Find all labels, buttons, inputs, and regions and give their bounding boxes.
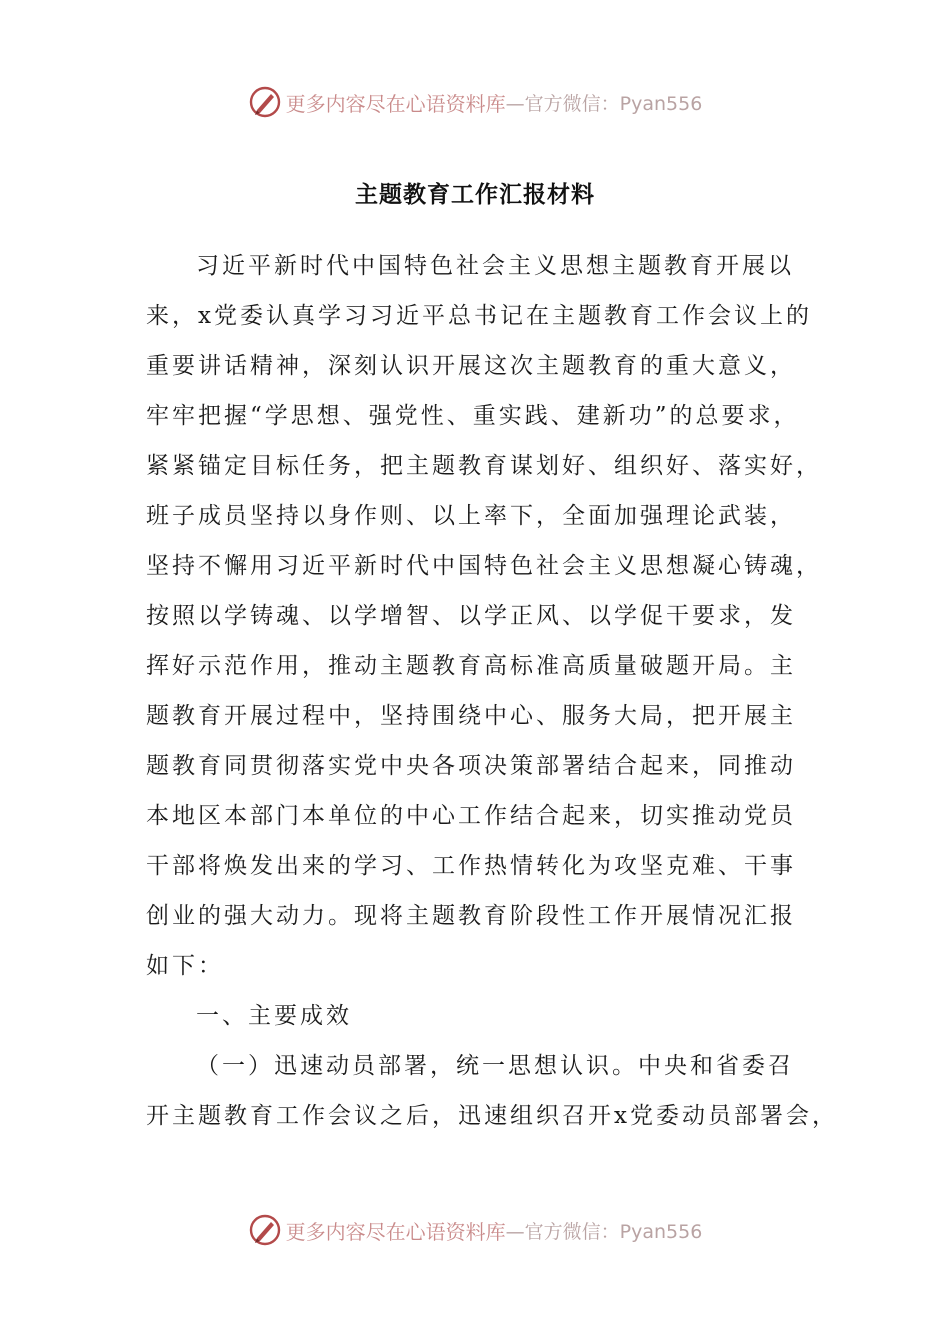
pen-logo-icon: [248, 85, 282, 119]
body-line: 重要讲话精神，深刻认识开展这次主题教育的重大意义，: [146, 353, 796, 379]
body-line: 挥好示范作用，推动主题教育高标准高质量破题开局。主: [146, 653, 796, 679]
body-line: 创业的强大动力。现将主题教育阶段性工作开展情况汇报: [146, 903, 796, 929]
body-line: 牢牢把握“学思想、强党性、重实践、建新功”的总要求，: [146, 403, 800, 429]
body-line: 题教育开展过程中，坚持围绕中心、服务大局，把开展主: [146, 703, 796, 729]
body-line: 如下：: [146, 953, 224, 979]
body-line: 题教育同贯彻落实党中央各项决策部署结合起来，同推动: [146, 753, 796, 779]
body-line: 来，x党委认真学习习近平总书记在主题教育工作会议上的: [146, 303, 812, 329]
body-line: 按照以学铸魂、以学增智、以学正风、以学促干要求，发: [146, 603, 796, 629]
body-line: 本地区本部门本单位的中心工作结合起来，切实推动党员: [146, 803, 796, 829]
body-line: 坚持不懈用习近平新时代中国特色社会主义思想凝心铸魂，: [146, 553, 822, 579]
subsection-heading: （一）迅速动员部署，统一思想认识。中央和省委召: [196, 1053, 794, 1079]
body-line: 班子成员坚持以身作则、以上率下，全面加强理论武装，: [146, 503, 796, 529]
footer-banner: [0, 1208, 950, 1252]
banner-main-text: 更多内容尽在心语资料库: [285, 91, 506, 116]
banner-main-text: 更多内容尽在心语资料库: [285, 1219, 506, 1244]
body-line: 干部将焕发出来的学习、工作热情转化为攻坚克难、干事: [146, 853, 796, 879]
pen-logo-icon: [248, 1213, 282, 1247]
document-title: 主题教育工作汇报材料: [355, 181, 595, 208]
section-heading: 一、主要成效: [196, 1003, 352, 1029]
body-line: 开主题教育工作会议之后，迅速组织召开x党委动员部署会，: [146, 1103, 838, 1129]
banner-contact-text: —官方微信：Pyan556: [505, 1220, 703, 1243]
banner-contact-text: —官方微信：Pyan556: [505, 92, 703, 115]
header-banner: [0, 80, 950, 124]
body-line: 习近平新时代中国特色社会主义思想主题教育开展以: [196, 253, 794, 279]
body-line: 紧紧锚定目标任务，把主题教育谋划好、组织好、落实好，: [146, 453, 822, 479]
